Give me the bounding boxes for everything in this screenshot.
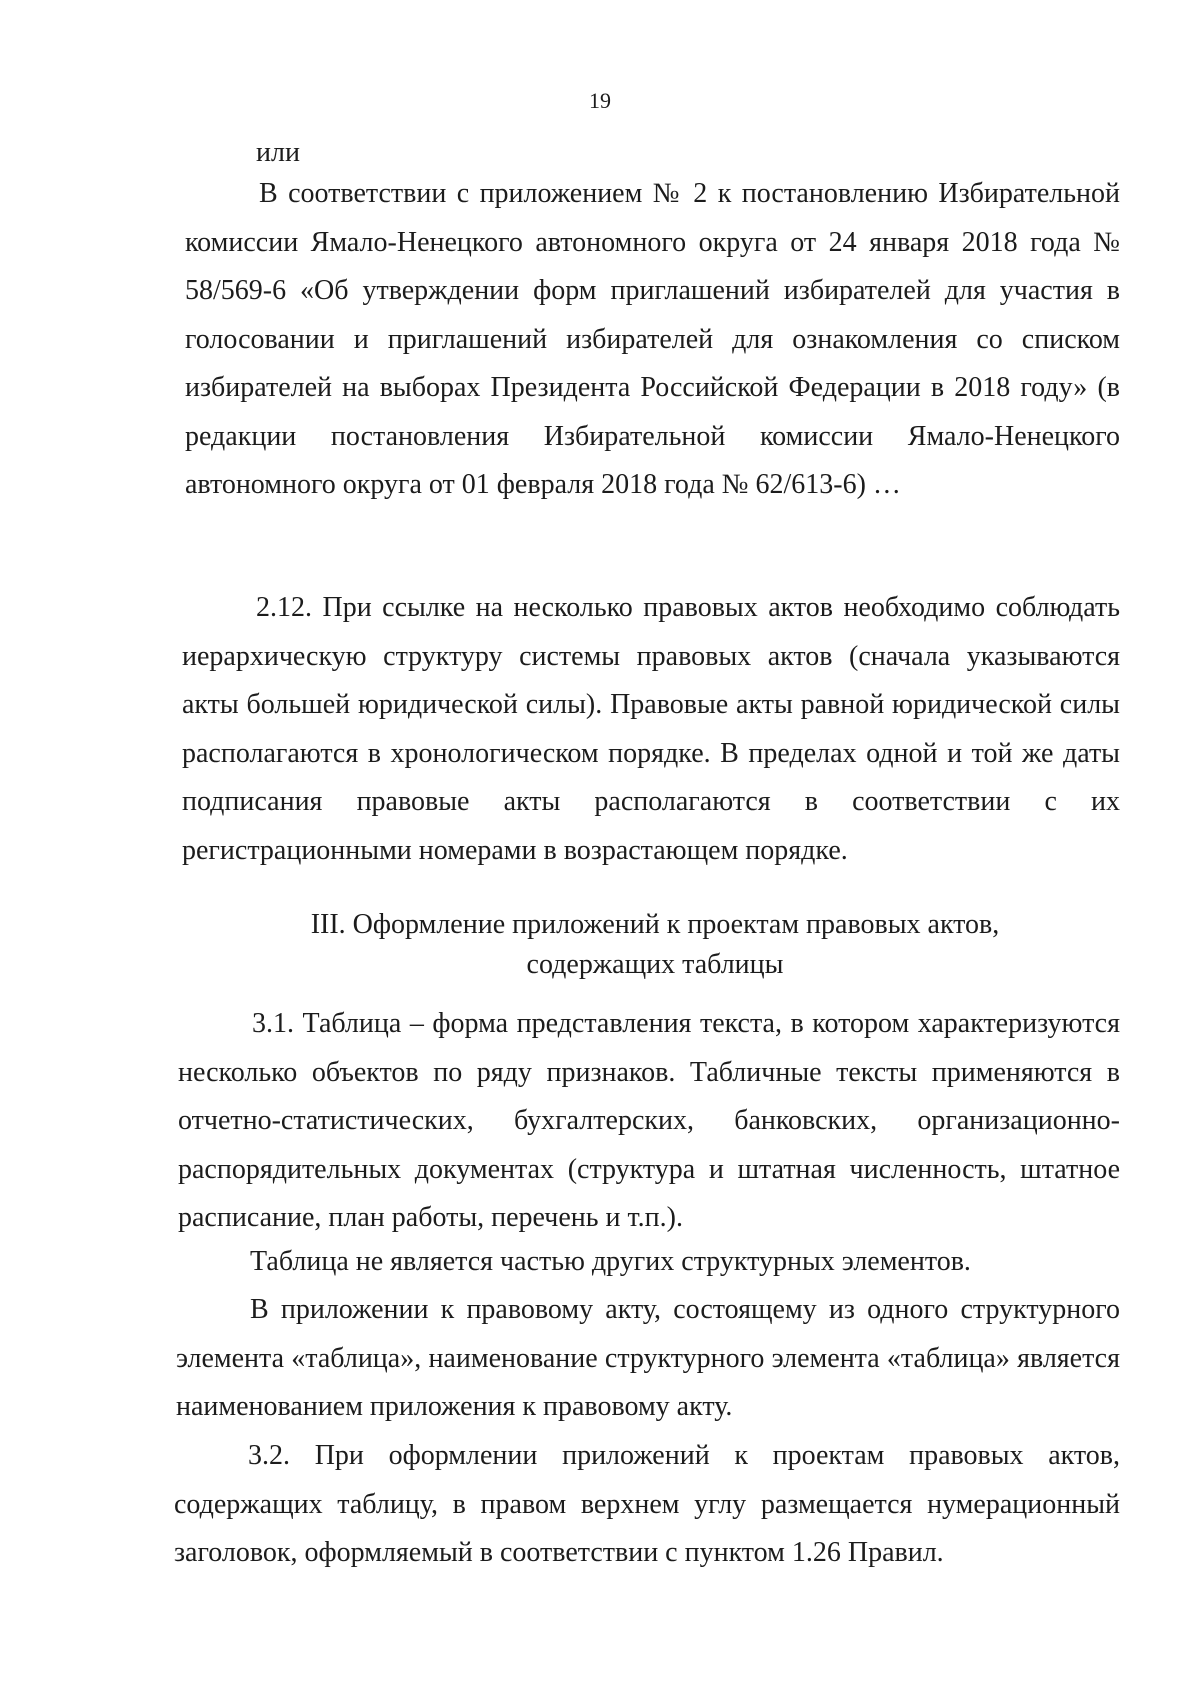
paragraph-appendix: В приложении к правовому акту, состоящему из одного структурного элемента «таблица», наименование структурного элемента «таблица» является наименованием приложения к правовому акту. [176,1294,1120,1422]
paragraph-3-2: 3.2. При оформлении приложений к проектам правовых актов, содержащих таблицу, в правом верхнем углу размещается нумерационный заголовок, оформляемый в соответствии с пунктом 1.26 Правил. [174,1440,1120,1568]
quote-paragraph: В соответствии с приложением № 2 к постановлению Избирательной комиссии Ямало-Ненецкого автономного округа от 24 января 2018 года № 58/569-6 «Об утверждении форм приглашений избирателей для участия в голосовании и приглашений избирателей для ознакомления со списком избирателей на выборах Президента Российской Федерации в 2018 году» (в редакции постановления Избирательной комиссии Ямало-Ненецкого автономного округа от 01 февраля 2018 года № 62/613-6) … [185,178,1120,500]
section-heading [190,905,1120,985]
section-heading-line-2: содержащих таблицы [526,949,784,980]
paragraph-2-12: 2.12. При ссылке на несколько правовых актов необходимо соблюдать иерархическую структуру системы правовых актов (сначала указываются акты большей юридической силы). Правовые акты равной юридической силы располагаются в хронологическом порядке. В пределах одной и той же даты подписания правовые акты располагаются в соответствии с их регистрационными номерами в возрастающем порядке. [182,592,1120,866]
paragraph-table-not-part: Таблица не является частью других структурных элементов. [250,1246,971,1277]
or-word: или [256,137,300,168]
section-heading-line-1: III. Оформление приложений к проектам правовых актов, [310,909,1000,940]
paragraph-3-1: 3.1. Таблица – форма представления текста, в котором характеризуются несколько объектов по ряду признаков. Табличные тексты применяются в отчетно-статистических, бухгалтерских, банковских, организационно-распорядительных документах (структура и штатная численность, штатное расписание, план работы, перечень и т.п.). [178,1008,1120,1233]
page-number: 19 [589,88,611,113]
